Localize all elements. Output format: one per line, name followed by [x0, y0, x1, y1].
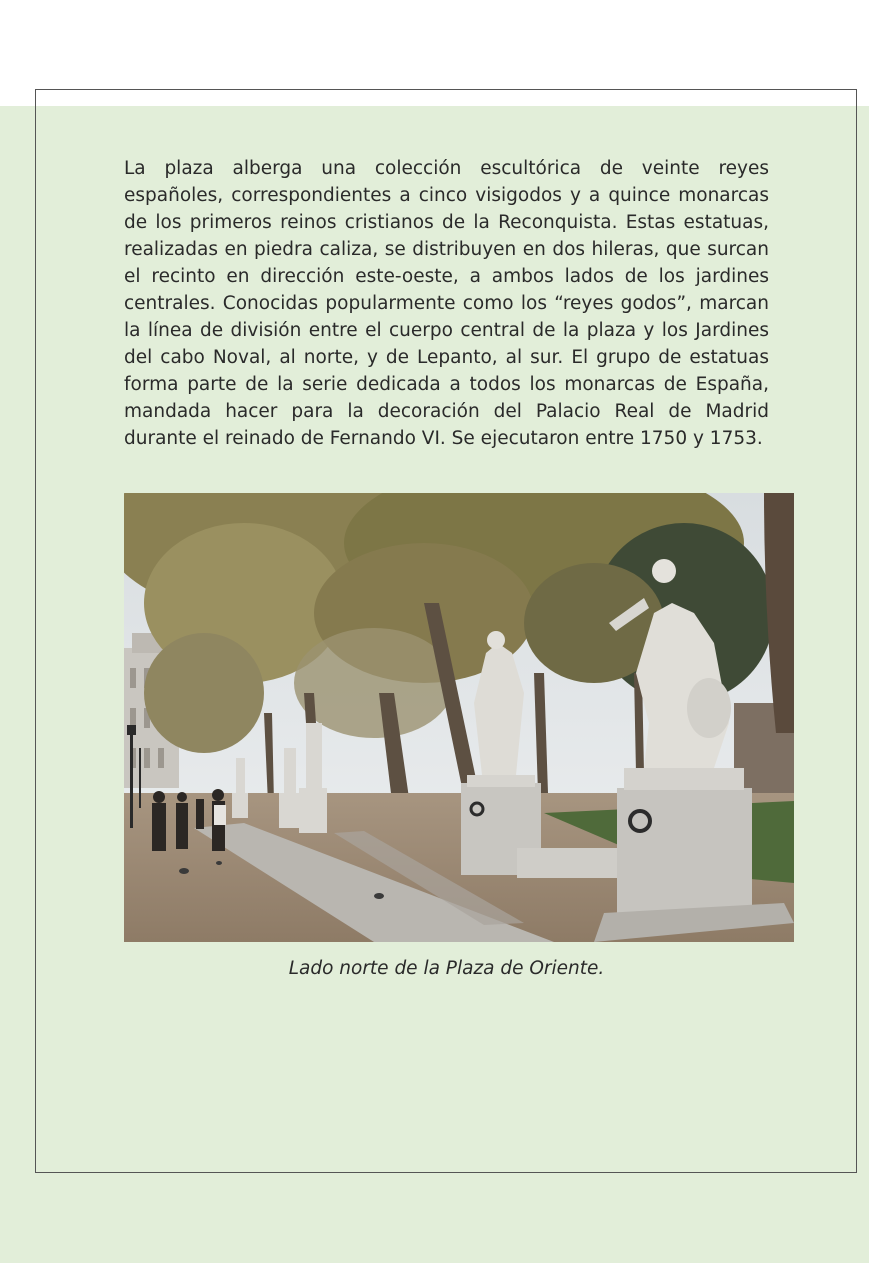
plaza-statues-photo	[124, 493, 794, 942]
body-paragraph: La plaza alberga una colección escultórica de veinte reyes españoles, correspondientes a cinco visigodos y a quince monarcas de los primeros reinos cristianos de la Reconquista. Estas estatuas, realizadas en piedra caliza, se distribuyen en dos hileras, que surcan el recinto en dirección este-oeste, a ambos lados de los jardines centrales. Conocidas popularmente como los “reyes godos”, marcan la línea de división entre el cuerpo central de la plaza y los Jardines del cabo Noval, al norte, y de Lepanto, al sur. El grupo de estatuas forma parte de la serie dedicada a todos los monarcas de España, mandada hacer para la decoración del Palacio Real de Madrid durante el reinado de Fernando VI. Se ejecutaron entre 1750 y 1753.	[124, 158, 769, 449]
photo-caption: Lado norte de la Plaza de Oriente.	[288, 958, 605, 979]
